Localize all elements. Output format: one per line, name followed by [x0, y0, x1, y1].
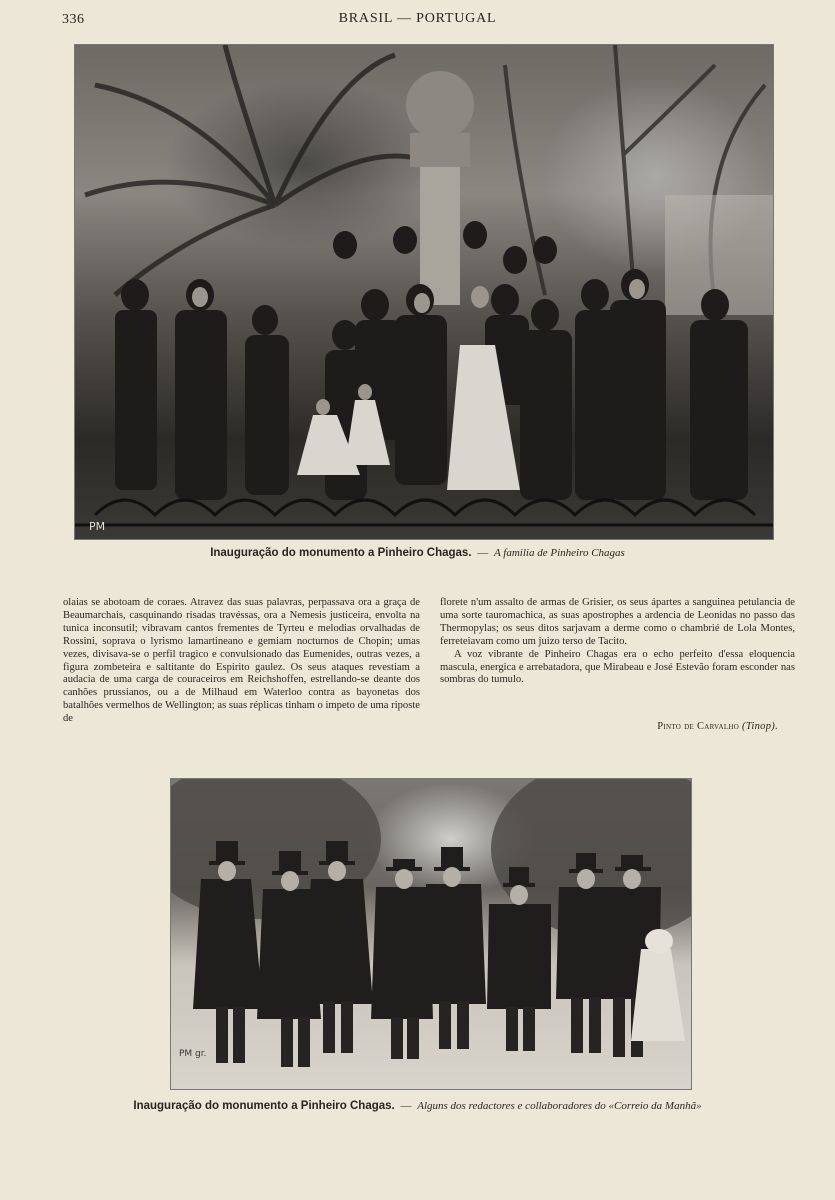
photographer-monogram: PM — [89, 520, 106, 533]
article-paragraph: A voz vibrante de Pinheiro Chagas era o echo perfeito d'essa eloquencia mascula, energica e arrebatadora, que Mirabeau e José Estevão foram esconder nas sombras do tumulo. — [440, 648, 795, 686]
article-paragraph: florete n'um assalto de armas de Grisier, os seus ápartes a sanguinea petulancia de uma sorte tauromachica, as suas apostrophes a ardencia de Leonidas no passo das Thermopylas; os seus ditos sarjavam a derme como o chambrié de Lola Montes, ferreteiavam como um juizo terso de Tacito. — [440, 597, 795, 647]
caption-family-photo — [0, 547, 835, 559]
caption-editors-photo — [0, 1100, 835, 1112]
caption-subtitle: A familia de Pinheiro Chagas — [494, 547, 625, 559]
photo-editors-group-illustration — [171, 779, 691, 1089]
photo-family-group-illustration — [75, 45, 773, 539]
caption-subtitle: Alguns dos redactores e collaboradores do «Correio da Manhã» — [417, 1100, 702, 1112]
author-signature — [657, 721, 778, 732]
author-alias: (Tinop). — [742, 721, 778, 732]
article-right-column — [440, 597, 795, 687]
author-name: Pinto de Carvalho — [657, 721, 740, 732]
article-left-column — [63, 597, 420, 726]
caption-dash: — — [400, 1100, 412, 1112]
photo-family-group — [75, 45, 773, 539]
running-title: BRASIL — PORTUGAL — [338, 11, 497, 26]
article-paragraph: olaias se abotoam de coraes. Atravez das suas palavras, perpassava ora a graça de Beaumarchais, casquinando risadas travéssas, ora a Nemesis justiceira, envolta na tunica inconsutil; vibravam cantos frementes de Tyrteu e melodias orvalhadas de Rossini, soprava o lyrismo lamartineano e gemiam nocturnos de Chopin; umas vezes, divisava-se o perfil tragico e convulsionado das Eumenides, outras vezes, a figura zombeteira e saltitante do Espirito gaulez. Os seus ataques revestiam a audacia de uma carga de couraceiros em Reichshoffen, estrellando-se deante dos canhões prussianos, ou a de Milhaud em Waterloo contra as bayonetas dos batalhões vermelhos de Wellington; as suas réplicas tinham o impeto de uma riposte de — [63, 597, 420, 725]
caption-dash: — — [477, 547, 489, 559]
caption-lead: Inauguração do monumento a Pinheiro Chagas. — [133, 1100, 395, 1112]
photographer-monogram: PM gr. — [179, 1049, 207, 1059]
photo-editors-group — [171, 779, 691, 1089]
caption-lead: Inauguração do monumento a Pinheiro Chagas. — [210, 547, 472, 559]
page-number: 336 — [62, 12, 85, 27]
